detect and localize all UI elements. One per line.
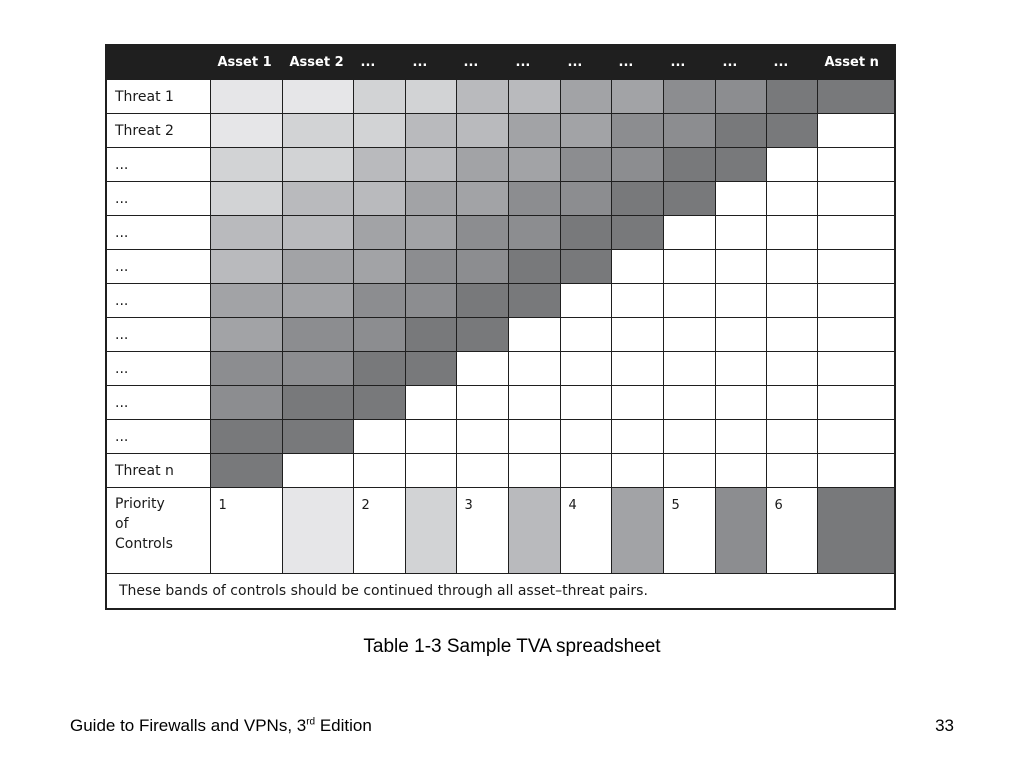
matrix-cell — [663, 284, 715, 318]
matrix-cell — [282, 284, 353, 318]
matrix-cell — [560, 318, 611, 352]
matrix-cell — [715, 420, 766, 454]
matrix-cell — [611, 420, 663, 454]
matrix-cell — [210, 182, 282, 216]
matrix-cell — [282, 216, 353, 250]
matrix-cell — [282, 352, 353, 386]
matrix-cell — [353, 352, 405, 386]
matrix-cell — [405, 318, 456, 352]
threat-row — [106, 80, 895, 114]
matrix-cell — [210, 420, 282, 454]
matrix-cell — [456, 114, 508, 148]
matrix-cell — [405, 80, 456, 114]
matrix-cell — [405, 420, 456, 454]
threat-row — [106, 352, 895, 386]
priority-of-controls-row — [106, 488, 895, 574]
matrix-cell — [611, 216, 663, 250]
matrix-cell — [456, 420, 508, 454]
matrix-cell — [817, 148, 895, 182]
threat-row-label: ... — [106, 250, 210, 284]
matrix-cell — [663, 182, 715, 216]
matrix-cell — [456, 216, 508, 250]
matrix-cell — [353, 284, 405, 318]
matrix-cell — [353, 80, 405, 114]
threat-row-label: ... — [106, 386, 210, 420]
matrix-cell — [715, 216, 766, 250]
tva-spreadsheet-table — [105, 44, 896, 610]
matrix-cell — [456, 182, 508, 216]
column-header: ... — [560, 45, 611, 80]
matrix-cell — [766, 352, 817, 386]
matrix-cell — [817, 182, 895, 216]
matrix-cell — [282, 182, 353, 216]
threat-row-label: ... — [106, 216, 210, 250]
matrix-cell — [456, 352, 508, 386]
threat-row-label: ... — [106, 352, 210, 386]
matrix-cell — [405, 386, 456, 420]
matrix-cell — [715, 80, 766, 114]
matrix-cell — [456, 148, 508, 182]
threat-row — [106, 420, 895, 454]
threat-row — [106, 182, 895, 216]
matrix-cell — [715, 148, 766, 182]
priority-level-number: 4 — [560, 488, 611, 574]
matrix-cell — [508, 114, 560, 148]
matrix-cell — [508, 284, 560, 318]
matrix-cell — [353, 182, 405, 216]
matrix-cell — [766, 216, 817, 250]
matrix-cell — [353, 216, 405, 250]
matrix-cell — [282, 80, 353, 114]
matrix-cell — [715, 114, 766, 148]
matrix-cell — [560, 182, 611, 216]
column-header: ... — [456, 45, 508, 80]
matrix-cell — [353, 454, 405, 488]
matrix-cell — [663, 386, 715, 420]
matrix-cell — [210, 216, 282, 250]
priority-band-swatch — [405, 488, 456, 574]
matrix-cell — [456, 318, 508, 352]
matrix-cell — [766, 454, 817, 488]
matrix-cell — [353, 148, 405, 182]
matrix-cell — [817, 250, 895, 284]
matrix-cell — [663, 420, 715, 454]
column-header: ... — [766, 45, 817, 80]
matrix-cell — [210, 148, 282, 182]
matrix-cell — [663, 148, 715, 182]
header-corner-cell — [106, 45, 210, 80]
matrix-cell — [353, 114, 405, 148]
priority-band-swatch — [611, 488, 663, 574]
threat-row — [106, 386, 895, 420]
matrix-cell — [405, 182, 456, 216]
column-header: ... — [611, 45, 663, 80]
matrix-cell — [508, 352, 560, 386]
column-header: ... — [508, 45, 560, 80]
matrix-cell — [663, 216, 715, 250]
matrix-cell — [456, 386, 508, 420]
matrix-cell — [508, 420, 560, 454]
matrix-cell — [456, 284, 508, 318]
priority-level-number: 2 — [353, 488, 405, 574]
matrix-cell — [210, 318, 282, 352]
threat-row-label: ... — [106, 284, 210, 318]
threat-row-label: Threat n — [106, 454, 210, 488]
threat-row — [106, 148, 895, 182]
footer-title-prefix: Guide to Firewalls and VPNs, 3 — [70, 716, 307, 735]
column-header: Asset 2 — [282, 45, 353, 80]
matrix-cell — [766, 182, 817, 216]
matrix-cell — [817, 386, 895, 420]
priority-level-number: 5 — [663, 488, 715, 574]
matrix-cell — [560, 114, 611, 148]
matrix-cell — [715, 284, 766, 318]
matrix-cell — [405, 114, 456, 148]
matrix-cell — [560, 454, 611, 488]
table-note: These bands of controls should be continued through all asset–threat pairs. — [106, 574, 895, 610]
priority-row-label: Priority of Controls — [106, 488, 210, 574]
priority-band-swatch — [715, 488, 766, 574]
matrix-cell — [663, 454, 715, 488]
matrix-cell — [611, 80, 663, 114]
matrix-cell — [766, 420, 817, 454]
column-header: ... — [405, 45, 456, 80]
matrix-cell — [817, 420, 895, 454]
matrix-cell — [560, 352, 611, 386]
matrix-cell — [611, 318, 663, 352]
column-header: ... — [715, 45, 766, 80]
matrix-cell — [508, 148, 560, 182]
column-header: Asset n — [817, 45, 895, 80]
matrix-cell — [611, 454, 663, 488]
matrix-cell — [766, 386, 817, 420]
matrix-cell — [508, 80, 560, 114]
threat-row-label: ... — [106, 148, 210, 182]
matrix-cell — [715, 386, 766, 420]
matrix-cell — [456, 80, 508, 114]
matrix-cell — [766, 148, 817, 182]
matrix-cell — [663, 80, 715, 114]
matrix-cell — [560, 250, 611, 284]
matrix-cell — [766, 80, 817, 114]
column-header: Asset 1 — [210, 45, 282, 80]
matrix-cell — [611, 250, 663, 284]
matrix-cell — [353, 386, 405, 420]
header-row — [106, 45, 895, 80]
matrix-cell — [715, 454, 766, 488]
column-header: ... — [663, 45, 715, 80]
matrix-cell — [663, 352, 715, 386]
matrix-cell — [210, 454, 282, 488]
threat-row-label: ... — [106, 318, 210, 352]
matrix-cell — [456, 454, 508, 488]
matrix-cell — [353, 250, 405, 284]
matrix-cell — [210, 386, 282, 420]
threat-row-label: ... — [106, 420, 210, 454]
matrix-cell — [560, 386, 611, 420]
matrix-cell — [611, 148, 663, 182]
matrix-cell — [210, 352, 282, 386]
matrix-cell — [282, 420, 353, 454]
matrix-cell — [611, 386, 663, 420]
threat-row — [106, 114, 895, 148]
matrix-cell — [817, 318, 895, 352]
footer-title-suffix: Edition — [315, 716, 372, 735]
matrix-cell — [560, 284, 611, 318]
threat-row-label: Threat 2 — [106, 114, 210, 148]
matrix-cell — [611, 352, 663, 386]
threat-row — [106, 216, 895, 250]
priority-band-swatch — [817, 488, 895, 574]
matrix-cell — [817, 114, 895, 148]
matrix-cell — [766, 318, 817, 352]
matrix-cell — [611, 284, 663, 318]
threat-row-label: ... — [106, 182, 210, 216]
matrix-cell — [560, 148, 611, 182]
priority-level-number: 3 — [456, 488, 508, 574]
page-number: 33 — [935, 716, 954, 735]
matrix-cell — [817, 352, 895, 386]
matrix-cell — [715, 250, 766, 284]
matrix-cell — [405, 352, 456, 386]
footer-title-superscript: rd — [306, 716, 316, 728]
matrix-cell — [282, 148, 353, 182]
matrix-cell — [405, 148, 456, 182]
note-row — [106, 574, 895, 610]
threat-row — [106, 250, 895, 284]
matrix-cell — [715, 318, 766, 352]
matrix-cell — [508, 216, 560, 250]
matrix-cell — [508, 454, 560, 488]
matrix-cell — [282, 114, 353, 148]
column-header: ... — [353, 45, 405, 80]
matrix-cell — [715, 182, 766, 216]
priority-level-number: 6 — [766, 488, 817, 574]
matrix-cell — [817, 216, 895, 250]
matrix-cell — [560, 216, 611, 250]
threat-row — [106, 454, 895, 488]
matrix-cell — [663, 250, 715, 284]
matrix-cell — [405, 454, 456, 488]
matrix-cell — [508, 386, 560, 420]
threat-row-label: Threat 1 — [106, 80, 210, 114]
matrix-cell — [817, 454, 895, 488]
matrix-cell — [405, 284, 456, 318]
matrix-cell — [508, 182, 560, 216]
matrix-cell — [210, 114, 282, 148]
matrix-cell — [663, 114, 715, 148]
matrix-cell — [282, 386, 353, 420]
matrix-cell — [663, 318, 715, 352]
footer-book-title — [70, 716, 372, 736]
table-caption: Table 1-3 Sample TVA spreadsheet — [363, 636, 661, 657]
matrix-cell — [210, 80, 282, 114]
matrix-cell — [817, 80, 895, 114]
matrix-cell — [405, 250, 456, 284]
matrix-cell — [766, 284, 817, 318]
matrix-cell — [282, 318, 353, 352]
matrix-cell — [353, 318, 405, 352]
priority-band-swatch — [282, 488, 353, 574]
matrix-cell — [282, 250, 353, 284]
threat-row — [106, 318, 895, 352]
priority-band-swatch — [508, 488, 560, 574]
matrix-cell — [560, 420, 611, 454]
matrix-cell — [560, 80, 611, 114]
matrix-cell — [210, 284, 282, 318]
matrix-cell — [508, 318, 560, 352]
threat-row — [106, 284, 895, 318]
matrix-cell — [766, 250, 817, 284]
matrix-cell — [611, 114, 663, 148]
matrix-cell — [405, 216, 456, 250]
matrix-cell — [715, 352, 766, 386]
priority-level-number: 1 — [210, 488, 282, 574]
matrix-cell — [817, 284, 895, 318]
matrix-cell — [210, 250, 282, 284]
matrix-cell — [282, 454, 353, 488]
matrix-cell — [508, 250, 560, 284]
matrix-cell — [766, 114, 817, 148]
matrix-cell — [353, 420, 405, 454]
matrix-cell — [611, 182, 663, 216]
matrix-cell — [456, 250, 508, 284]
